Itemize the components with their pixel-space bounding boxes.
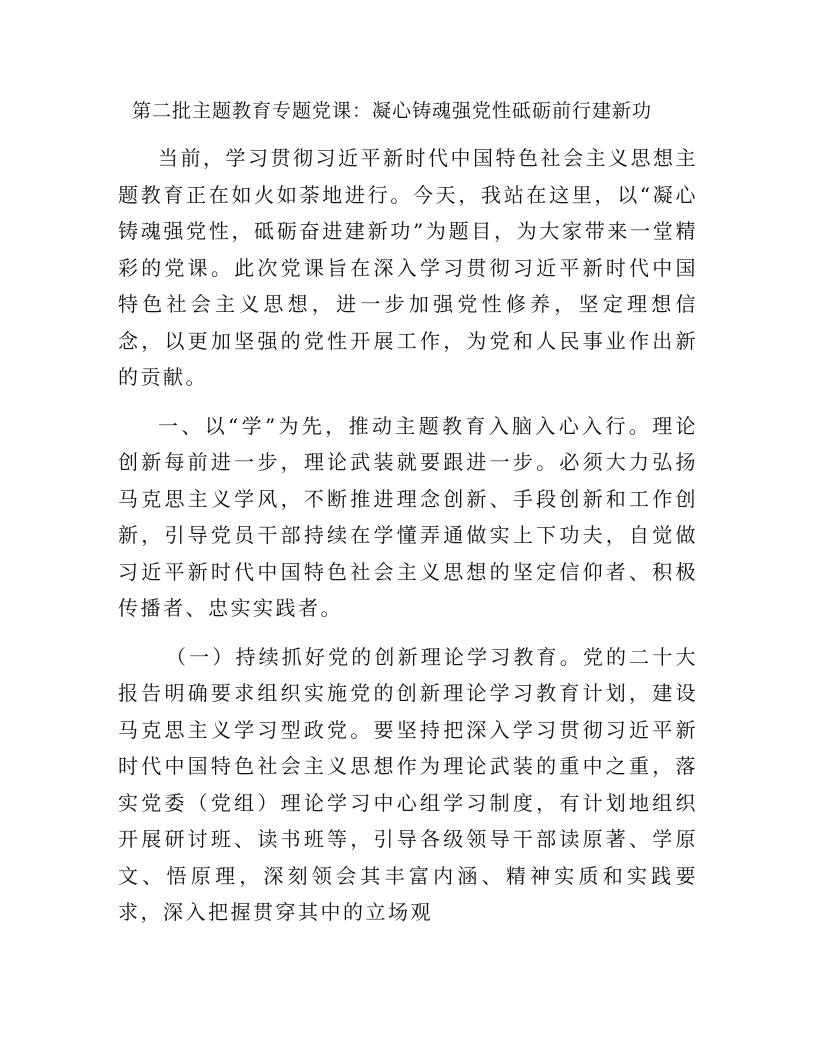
paragraph-subsection-one: （一）持续抓好党的创新理论学习教育。党的二十大报告明确要求组织实施党的创新理论学习教育计划，建设马克思主义学习型政党。要坚持把深入学习贯彻习近平新时代中国特色社会主义思想作为理论武装的重中之重，落实党委（党组）理论学习中心组学习制度，有计划地组织开展研讨班、读书班等，引导各级领导干部读原著、学原文、悟原理，深刻领会其丰富内涵、精神实质和实践要求，深入把握贯穿其中的立场观	[118, 644, 698, 924]
document-page	[118, 96, 698, 931]
paragraph-intro: 当前，学习贯彻习近平新时代中国特色社会主义思想主题教育正在如火如荼地进行。今天，我站在这里，以“凝心铸魂强党性，砥砺奋进建新功”为题目，为大家带来一堂精彩的党课。此次党课旨在深入学习贯彻习近平新时代中国特色社会主义思想，进一步加强党性修养，坚定理想信念，以更加坚强的党性开展工作，为党和人民事业作出新的贡献。	[118, 146, 698, 389]
paragraph-section-one: 一、以“学”为先，推动主题教育入脑入心入行。理论创新每前进一步，理论武装就要跟进一步。必须大力弘扬马克思主义学风，不断推进理念创新、手段创新和工作创新，引导党员干部持续在学懂弄通做实上下功夫，自觉做习近平新时代中国特色社会主义思想的坚定信仰者、积极传播者、忠实实践者。	[118, 413, 698, 620]
document-title: 第二批主题教育专题党课：凝心铸魂强党性砥砺前行建新功	[132, 100, 653, 122]
